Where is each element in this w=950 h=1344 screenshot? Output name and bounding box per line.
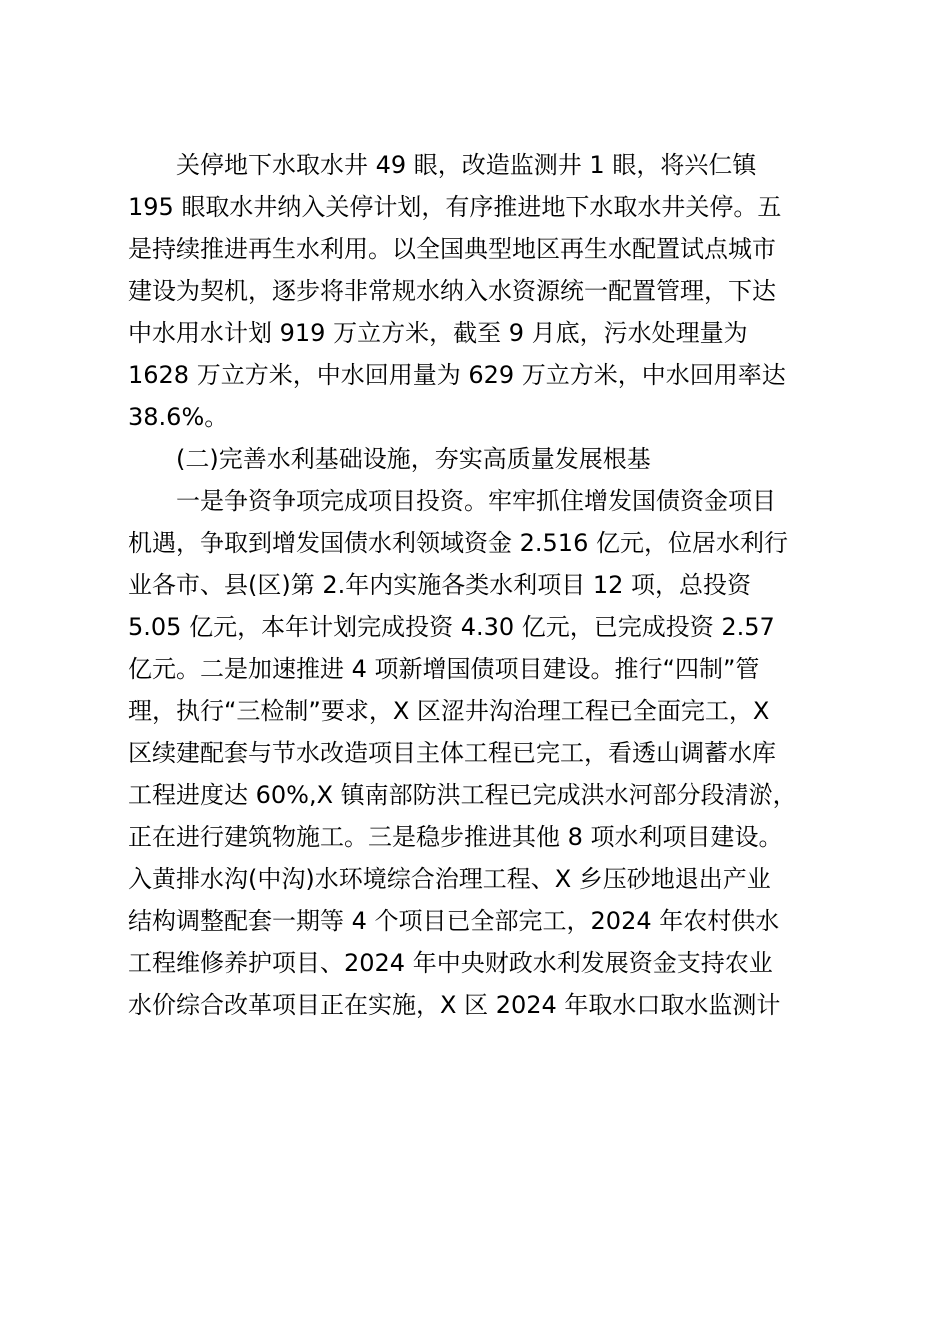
body-text <box>128 144 828 1026</box>
text-line: 关停地下水取水井 49 眼，改造监测井 1 眼，将兴仁镇 <box>176 151 757 179</box>
text-line: 1628 万立方米，中水回用量为 629 万立方米，中水回用率达 <box>128 361 786 389</box>
text-line: 亿元。二是加速推进 4 项新增国债项目建设。推行“四制”管 <box>128 655 760 683</box>
text-line: 业各市、县(区)第 2.年内实施各类水利项目 12 项，总投资 <box>128 571 752 599</box>
text-line: 入黄排水沟(中沟)水环境综合治理工程、X 乡压砂地退出产业 <box>128 865 771 893</box>
text-line: 中水用水计划 919 万立方米，截至 9 月底，污水处理量为 <box>128 319 748 347</box>
text-line: 38.6%。 <box>128 403 229 431</box>
text-line: 工程进度达 60%,X 镇南部防洪工程已完成洪水河部分段清淤， <box>128 781 797 809</box>
text-line: 正在进行建筑物施工。三是稳步推进其他 8 项水利项目建设。 <box>128 823 783 851</box>
text-line: 机遇，争取到增发国债水利领域资金 2.516 亿元，位居水利行 <box>128 529 788 557</box>
text-line: 区续建配套与节水改造项目主体工程已完工，看透山调蓄水库 <box>128 739 776 767</box>
text-line: 5.05 亿元，本年计划完成投资 4.30 亿元，已完成投资 2.57 <box>128 613 775 641</box>
text-line: 是持续推进再生水利用。以全国典型地区再生水配置试点城市 <box>128 235 776 263</box>
text-line: 建设为契机，逐步将非常规水纳入水资源统一配置管理，下达 <box>128 277 776 305</box>
text-line: 水价综合改革项目正在实施，X 区 2024 年取水口取水监测计 <box>128 991 781 1019</box>
text-line: 理，执行“三检制”要求，X 区涩井沟治理工程已全面完工，X <box>128 697 770 725</box>
text-line: 一是争资争项完成项目投资。牢牢抓住增发国债资金项目 <box>176 487 776 515</box>
text-line: 195 眼取水井纳入关停计划，有序推进地下水取水井关停。五 <box>128 193 782 221</box>
text-line: 结构调整配套一期等 4 个项目已全部完工，2024 年农村供水 <box>128 907 780 935</box>
text-line: 工程维修养护项目、2024 年中央财政水利发展资金支持农业 <box>128 949 773 977</box>
section-heading: (二)完善水利基础设施，夯实高质量发展根基 <box>176 445 651 473</box>
